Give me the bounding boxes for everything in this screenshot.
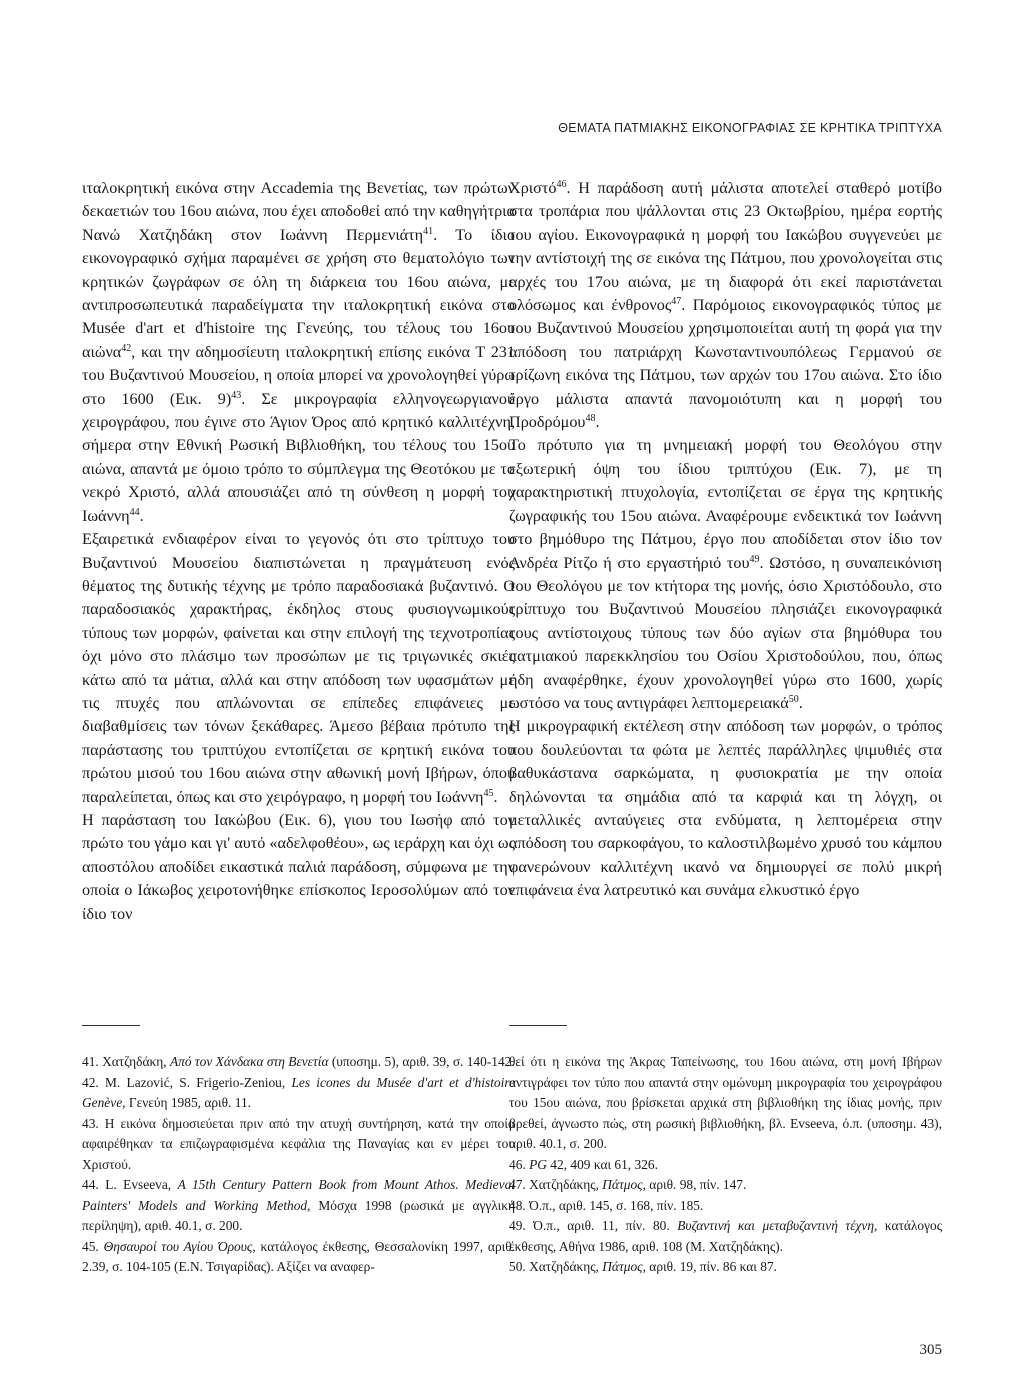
footnote-ref[interactable]: 43 xyxy=(231,389,242,401)
footnote: 47. Χατζηδάκης, Πάτμος, αριθ. 98, πίν. 147. xyxy=(509,1177,747,1192)
paragraph: Το πρότυπο για τη μνημειακή μορφή του Θεολόγου στην εξωτερική όψη του ίδιου τριπτύχου (Εικ. 7), με τη χαρακτηριστική πτυχολογία, εντοπίζεται σε έργα της κρητικής ζωγραφικής του 15ου αιώνα. Αναφέρουμε ενδεικτικά τον Ιωάννη στο βημόθυρο της Πάτμου, έργο που αποδίδεται στον ίδιο τον Ανδρέα Ρίτζο ή στο εργαστήριό του$^{49}$. Ωστόσο, η συναπεικόνιση του Θεολόγου με τον κτήτορα της μονής, όσιο Χριστόδουλο, στο τρίπτυχο του Βυζαντινού Μουσείου πλησιάζει εικονογραφικά τους αντίστοιχους τύπους των δύο αγίων στα βημόθυρα του πατμιακού παρεκκλησίου του Οσίου Χριστοδούλου, που, όπως ήδη αναφέρθηκε, έχουν χρονολογηθεί γύρω στο 1600, χωρίς ωστόσο να τους αντιγράφει λεπτομερειακά$^{50}$. xyxy=(509,436,942,712)
footnote-ref[interactable]: 46 xyxy=(556,179,567,190)
body-column-left xyxy=(82,177,515,926)
paragraph: Η μικρογραφική εκτέλεση στην απόδοση των μορφών, ο τρόπος που δουλεύονται τα φώτα με λεπτές παράλληλες ψιμυθιές στα βαθυκάστανα σαρκώματα, η φυσιοκρατία με την οποία δηλώνονται τα σημάδια από τα καρφιά και τη λόγχη, οι μεταλλικές ανταύγειες στα ενδύματα, η λεπτομέρεια στην απόδοση του σαρκοφάγου, το καλοστιλβωμένο χρυσό του κάμπου φανερώνουν καλλιτέχνη ικανό να δημιουργεί σε πολύ μικρή επιφάνεια ένα λατρευτικό και συνάμα ελκυστικό έργο xyxy=(509,717,942,900)
footnote: 41. Χατζηδάκη, Από τον Χάνδακα στη Βενετία (υποσημ. 5), αριθ. 39, σ. 140-142. xyxy=(82,1054,515,1069)
footnote-ref[interactable]: 44 xyxy=(129,506,140,518)
footnote: 42. M. Lazović, S. Frigerio-Zeniou, Les icones du Musée d'art et d'histoire Genève, Γενεύη 1985, αριθ. 11. xyxy=(82,1074,515,1110)
footnote-separator xyxy=(82,1025,140,1026)
footnote-ref[interactable]: 41 xyxy=(423,225,434,237)
footnote: 45. Θησαυροί του Αγίου Όρους, κατάλογος έκθεσης, Θεσσαλονίκη 1997, αριθ. 2.39, σ. 104-105 (Ε.Ν. Τσιγαρίδας). Αξίζει να αναφερ- xyxy=(82,1238,515,1274)
footnote: 44. L. Evseeva, A 15th Century Pattern Book from Mount Athos. Medieval Painters' Models and Working Method, Μόσχα 1998 (ρωσικά με αγγλική περίληψη), αριθ. 40.1, σ. 200. xyxy=(82,1177,516,1233)
footnote: 50. Χατζηδάκης, Πάτμος, αριθ. 19, πίν. 86 και 87. xyxy=(509,1259,777,1274)
footnote: 49. Ό.π., αριθ. 11, πίν. 80. Βυζαντινή και μεταβυζαντινή τέχνη, κατάλογος έκθεσης, Αθήνα 1986, αριθ. 108 (Μ. Χατζηδάκης). xyxy=(509,1218,943,1254)
footnote: 46. PG 42, 409 και 61, 326. xyxy=(509,1156,658,1172)
footnote-ref[interactable]: 48 xyxy=(585,413,596,425)
paragraph: Εξαιρετικά ενδιαφέρον είναι το γεγονός ότι στο τρίπτυχο του Βυζαντινού Μουσείου διαπιστώνεται η πραγμάτευση ενός θέματος της δυτικής τέχνης με τρόπο παραδοσιακά βυζαντινό. Ο παραδοσιακός χαρακτήρας, έκδηλος στους φυσιογνωμικούς τύπους των μορφών, φαίνεται και στην επιλογή της τεχνοτροπίας όχι μόνο στο πλάσιμο των προσώπων με τις τριγωνικές σκιές κάτω από τα μάτια, αλλά και στην απόδοση των υφασμάτων με τις πτυχές που απλώνονται σε επίπεδες επιφάνειες με διαβαθμίσεις των τόνων ξεκάθαρες. Άμεσο βέβαια πρότυπο της παράστασης του τριπτύχου εντοπίζεται σε κρητική εικόνα του πρώτου μισού του 16ου αιώνα στην αθωνική μονή Ιβήρων, όπου παραλείπεται, όπως και στο χειρόγραφο, η μορφή του Ιωάννη$^{45}$. xyxy=(82,530,515,806)
body-column-right xyxy=(509,177,942,903)
footnote: 43. Η εικόνα δημοσιεύεται πριν από την ατυχή συντήρηση, κατά την οποία αφαιρέθηκαν τα επιζωγραφισμένα κεφάλια της Παναγίας και εν μέρει του Χριστού. xyxy=(82,1115,515,1172)
footnote-ref[interactable]: 47 xyxy=(671,296,682,308)
running-head: ΘΕΜΑΤΑ ΠΑΤΜΙΑΚΗΣ ΕΙΚΟΝΟΓΡΑΦΙΑΣ ΣΕ ΚΡΗΤΙΚΑ ΤΡΙΠΤΥΧΑ xyxy=(558,121,942,135)
paragraph: Η παράσταση του Ιακώβου (Εικ. 6), γιου του Ιωσήφ από τον πρώτο του γάμο και γι' αυτό «αδελφοθέου», ως ιεράρχη και όχι ως αποστόλου αποδίδει εικαστικά παλιά παράδοση, σύμφωνα με την οποία ο Ιάκωβος χειροτονήθηκε επίσκοπος Ιεροσολύμων από τον ίδιο τον xyxy=(82,810,515,923)
footnotes-right xyxy=(509,1052,942,1278)
footnotes-left xyxy=(82,1052,515,1278)
paragraph: Χριστό$^{46}$. Η παράδοση αυτή μάλιστα αποτελεί σταθερό μοτίβο στα τροπάρια που ψάλλονται στις 23 Οκτωβρίου, ημέρα εορτής του αγίου. Εικονογραφικά η μορφή του Ιακώβου συγγενεύει με την αντίστοιχή της σε εικόνα της Πάτμου, που χρονολογείται στις αρχές του 17ου αιώνα, με τη διαφορά ότι εκεί παριστάνεται ολόσωμος και ένθρονος$^{47}$. Παρόμοιος εικονογραφικός τύπος με του Βυζαντινού Μουσείου χρησιμοποιείται αυτή τη φορά για την απόδοση του πατριάρχη Κωνσταντινουπόλεως Γερμανού σε τρίζωνη εικόνα της Πάτμου, των αρχών του 17ου αιώνα. Στο ίδιο έργο μάλιστα απαντά πανομοιότυπη και η μορφή του Προδρόμου$^{48}$. xyxy=(509,179,942,432)
footnote-ref[interactable]: 42 xyxy=(121,342,132,354)
footnote: 48. Ό.π., αριθ. 145, σ. 168, πίν. 185. xyxy=(509,1197,704,1213)
footnote-separator xyxy=(509,1025,567,1026)
page-number: 305 xyxy=(919,1342,942,1358)
paragraph: ιταλοκρητική εικόνα στην Accademia της Βενετίας, των πρώτων δεκαετιών του 16ου αιώνα, που έχει αποδοθεί από την καθηγήτρια Νανώ Χατζηδάκη στον Ιωάννη Περμενιάτη$^{41}$. Το ίδιο εικονογραφικό σχήμα παραμένει σε χρήση στο θεματολόγιο των κρητικών ζωγράφων σε όλη τη διάρκεια του 16ου αιώνα, με αντιπροσωπευτικά παραδείγματα την ιταλοκρητική εικόνα στο Musée d'art et d'histoire της Γενεύης, του τέλους του 16ου αιώνα$^{42}$, και την αδημοσίευτη ιταλοκρητική επίσης εικόνα Τ 231 του Βυζαντινού Μουσείου, η οποία μπορεί να χρονολογηθεί γύρω στο 1600 (Εικ. 9)$^{43}$. Σε μικρογραφία ελληνογεωργιανού χειρογράφου, που έγινε στο Άγιον Όρος από κρητικό καλλιτέχνη, σήμερα στην Εθνική Ρωσική Βιβλιοθήκη, του τέλους του 15ου αιώνα, απαντά με όμοιο τρόπο το σύμπλεγμα της Θεοτόκου με το νεκρό Χριστό, αλλά απουσιάζει από τη σύνθεση η μορφή του Ιωάννη$^{44}$. xyxy=(82,179,515,525)
footnote-ref[interactable]: 49 xyxy=(749,553,760,565)
footnote-ref[interactable]: 50 xyxy=(788,693,799,705)
footnote: θεί ότι η εικόνα της Άκρας Ταπείνωσης, του 16ου αιώνα, στη μονή Ιβήρων αντιγράφει τον τύπο που απαντά στην ομώνυμη μικρογραφία του χειρογράφου του 15ου αιώνα, που βρίσκεται αρχικά στη βιβλιοθήκη της ίδιας μονής, πριν βρεθεί, άγνωστο πώς, στη ρωσική βιβλιοθήκη, βλ. Evseeva, ό.π. (υποσημ. 43), αριθ. 40.1, σ. 200. xyxy=(509,1054,942,1151)
footnote-ref[interactable]: 45 xyxy=(483,787,494,799)
